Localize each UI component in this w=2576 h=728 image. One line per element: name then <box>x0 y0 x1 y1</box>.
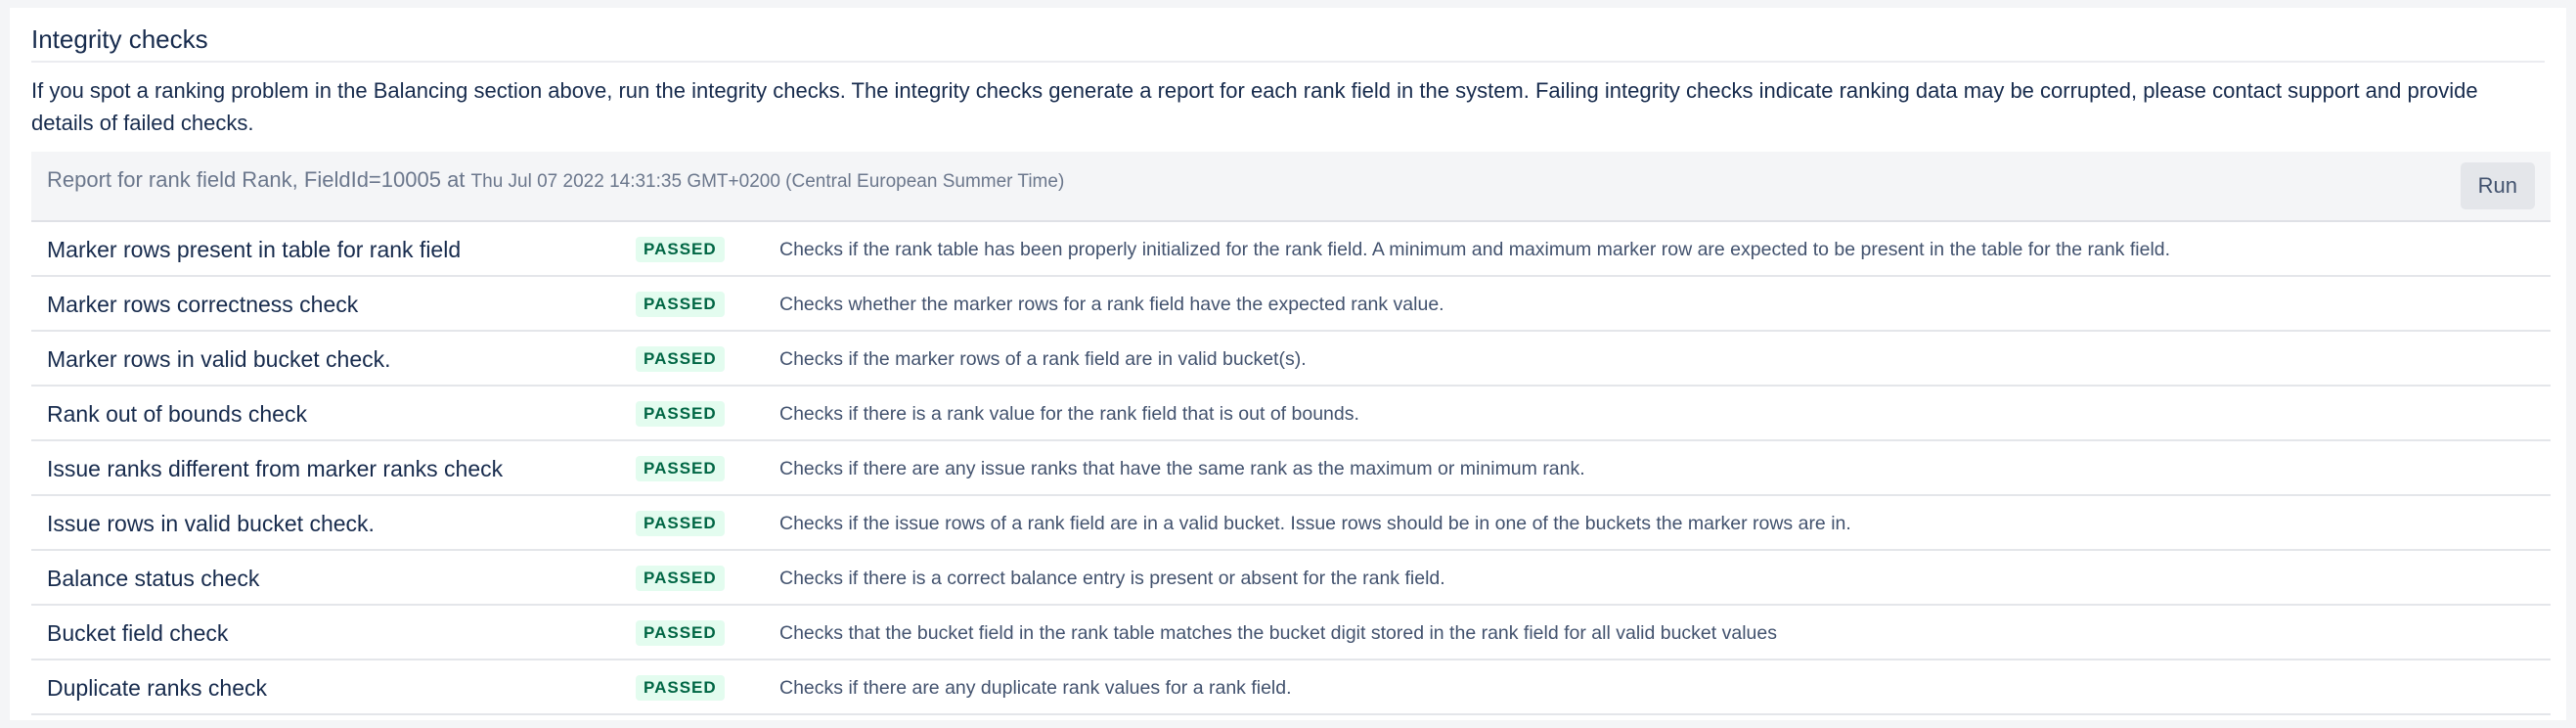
status-badge: PASSED <box>636 346 725 372</box>
check-name: Issue rows in valid bucket check. <box>47 511 375 536</box>
intro-text: If you spot a ranking problem in the Balancing section above, run the integrity checks. The integrity checks generate a report for each rank field in the system. Failing integrity checks indicate ranking data may be corrupted, please contact support and provide details of failed checks. <box>31 78 2478 135</box>
check-name: Balance status check <box>47 566 260 591</box>
table-row <box>31 606 2551 660</box>
run-button[interactable]: Run <box>2461 162 2535 209</box>
status-badge: PASSED <box>636 292 725 317</box>
report-timestamp: Thu Jul 07 2022 14:31:35 GMT+0200 (Central European Summer Time) <box>470 171 1065 192</box>
check-description: Checks if the issue rows of a rank field are in a valid bucket. Issue rows should be in one of the buckets the marker rows are in. <box>779 513 1851 534</box>
status-badge: PASSED <box>636 401 725 427</box>
table-row <box>31 496 2551 551</box>
status-badge: PASSED <box>636 456 725 481</box>
check-description: Checks that the bucket field in the rank table matches the bucket digit stored in the rank field for all valid bucket values <box>779 622 1777 644</box>
check-description: Checks if the marker rows of a rank field are in valid bucket(s). <box>779 348 1307 370</box>
check-name: Marker rows present in table for rank field <box>47 237 462 262</box>
check-description: Checks whether the marker rows for a rank field have the expected rank value. <box>779 294 1444 315</box>
check-description: Checks if the rank table has been properly initialized for the rank field. A minimum and maximum marker row are expected to be present in the table for the rank field. <box>779 239 2171 260</box>
check-name: Duplicate ranks check <box>47 675 267 701</box>
integrity-checks-panel <box>10 8 2566 720</box>
status-badge: PASSED <box>636 511 725 536</box>
status-badge: PASSED <box>636 620 725 646</box>
check-description: Checks if there is a correct balance entry is present or absent for the rank field. <box>779 568 1445 589</box>
status-badge: PASSED <box>636 675 725 701</box>
section-title: Integrity checks <box>31 23 2545 63</box>
report-title-prefix: Report for rank field Rank, FieldId=10005 at <box>47 167 471 192</box>
report-table <box>31 152 2551 715</box>
table-row <box>31 222 2551 277</box>
table-row <box>31 441 2551 496</box>
status-badge: PASSED <box>636 237 725 262</box>
check-description: Checks if there are any duplicate rank values for a rank field. <box>779 677 1292 699</box>
table-row <box>31 387 2551 441</box>
check-name: Rank out of bounds check <box>47 401 307 427</box>
check-description: Checks if there are any issue ranks that have the same rank as the maximum or minimum rank. <box>779 458 1585 479</box>
table-row <box>31 551 2551 606</box>
check-name: Issue ranks different from marker ranks check <box>47 456 504 481</box>
status-badge: PASSED <box>636 566 725 591</box>
table-row <box>31 332 2551 387</box>
check-name: Marker rows correctness check <box>47 292 359 317</box>
report-title <box>47 165 1064 197</box>
report-header <box>31 152 2551 222</box>
table-row <box>31 277 2551 332</box>
check-name: Bucket field check <box>47 620 229 646</box>
check-description: Checks if there is a rank value for the rank field that is out of bounds. <box>779 403 1359 425</box>
table-row <box>31 660 2551 715</box>
check-name: Marker rows in valid bucket check. <box>47 346 391 372</box>
